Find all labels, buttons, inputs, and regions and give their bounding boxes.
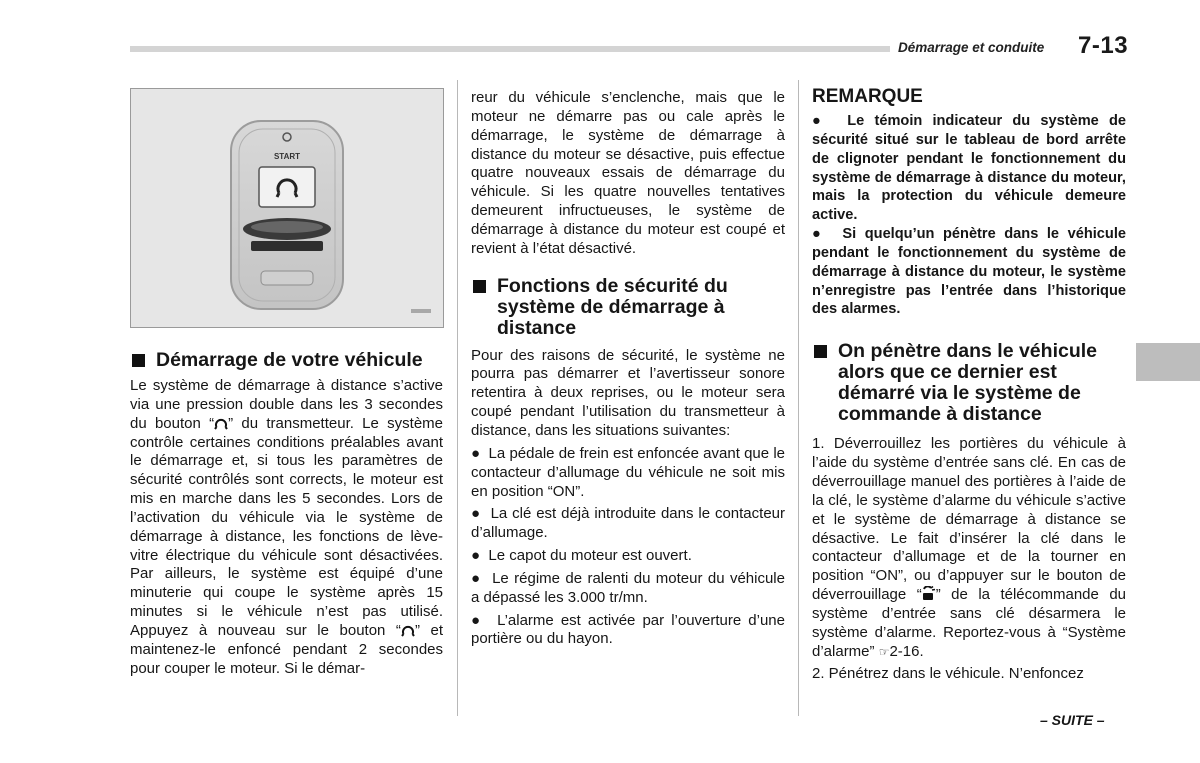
section-title: Démarrage et conduite [898, 40, 1045, 55]
list-item-text: L’alarme est activée par l’ouverture d’une portière ou du hayon. [471, 611, 785, 648]
remote-start-button-figure [130, 88, 444, 328]
note-text: Si quelqu’un pénètre dans le véhicule pendant le fonctionnement du système de démarrage à distance du moteur, le système n’enregistre pas l’entrée dans l’historique des alarmes. [812, 226, 1126, 318]
text-run: ” du transmetteur. Le système contrôle certaines conditions préalables avant le démarrage et, si tous les paramètres de sécurité contrôlés sont corrects, le moteur est mis en marche dans les 5 secondes. Lors de l’activation du véhicule via le système de démarrage à distance, les fonctions de lève-vitre électrique du véhicule sont désactivées. Par ailleurs, le système est équipé d’une minuterie qui coupe le système après 15 minutes si le véhicule n’est pas utilisé. Appuyez à nouveau sur le bouton “ [130, 414, 443, 639]
heading-security-functions [471, 276, 785, 339]
header-rule [130, 46, 890, 52]
list-item-text: La pédale de frein est enfoncée avant que le contacteur d’allumage du véhicule ne soit mis en position “ON”. [471, 444, 785, 500]
continued-paragraph: reur du véhicule s’enclenche, mais que le moteur ne démarre pas ou cale après le démarrage, le système de démarrage à distance du moteur se désactive, puis effectue quatre nouveaux essais de démarrage du véhicule. Si les quatre nouvelles tentatives demeurent infructueuses, le système de démarrage à distance du moteur est coupé et revient à l’état désactivé. [471, 89, 785, 257]
text-run: 1. Déverrouillez les portières du véhicule à l’aide du système d’entrée sans clé. En cas de déverrouillage manuel des portières à l’aide de la clé, le système d’alarme du véhicule s’active et le système de démarrage à distance se désactive. Le fait d’insérer la clé dans le contacteur d’allumage et de la tourner en position “ON”, ou d’appuyer sur le bouton de déverrouillage “ [812, 435, 1126, 604]
section-square-icon [473, 280, 486, 293]
section-square-icon [132, 354, 145, 367]
heading-start-vehicle [130, 350, 443, 371]
start-paragraph [130, 377, 443, 679]
step-2: 2. Pénétrez dans le véhicule. N’enfoncez [812, 665, 1084, 683]
column-right [812, 86, 1126, 684]
remarque-title: REMARQUE [812, 86, 923, 107]
reference-icon: ☞ [878, 644, 890, 659]
heading-entering-vehicle [812, 341, 1126, 425]
list-item: ● Le régime de ralenti du moteur du véhicule a dépassé les 3.000 tr/mn. [471, 569, 785, 606]
list-item-text: Le capot du moteur est ouvert. [488, 547, 692, 565]
list-item-text: La clé est déjà introduite dans le contacteur d’allumage. [471, 505, 785, 542]
list-item-text: Le régime de ralenti du moteur du véhicule a dépassé les 3.000 tr/mn. [471, 569, 785, 606]
continue-marker: – SUITE – [1040, 712, 1105, 728]
remote-start-icon [401, 623, 415, 637]
note-item: ● Le témoin indicateur du système de sécurité situé sur le tableau de bord arrête de clignoter pendant le fonctionnement du système de démarrage à distance du moteur, mais la protection du véhicule demeure active. [812, 113, 1126, 224]
unlock-icon [922, 586, 936, 601]
section-square-icon [814, 345, 827, 358]
heading-text: Fonctions de sécurité du système de démarrage à distance [497, 274, 728, 339]
column-left [130, 350, 443, 679]
column-divider-left [457, 80, 458, 716]
page-number: 7-13 [1078, 32, 1129, 59]
security-intro: Pour des raisons de sécurité, le système ne pourra pas démarrer et l’avertisseur sonore retentira à deux reprises, ou le moteur sera coupé pendant l’utilisation du transmetteur à distance, dans les situations suivantes: [471, 346, 785, 439]
text-run: ” et maintenez-le enfoncé pendant 2 secondes pour couper le moteur. Si le démar- [130, 621, 443, 677]
list-item: ● Le capot du moteur est ouvert. [471, 547, 692, 565]
list-item: ● La pédale de frein est enfoncée avant que le contacteur d’allumage du véhicule ne soit mis en position “ON”. [471, 444, 785, 500]
chapter-tab [1136, 343, 1200, 381]
list-item: ● L’alarme est activée par l’ouverture d’une portière ou du hayon. [471, 611, 785, 648]
list-item: ● La clé est déjà introduite dans le contacteur d’allumage. [471, 505, 785, 542]
remote-start-illustration [131, 89, 443, 327]
text-run: Le système de démarrage à distance s’active via une pression double dans les 3 secondes du bouton “ [130, 377, 443, 432]
heading-text: On pénètre dans le véhicule alors que ce dernier est démarré via le système de commande à distance [838, 340, 1098, 426]
text-run: ” de la télécommande du système d’entrée sans clé désarmera le système d’alarme. Reportez-vous à “Système d’alarme” [812, 586, 1126, 660]
page-reference[interactable]: 2-16. [889, 642, 924, 660]
column-middle [471, 89, 785, 649]
step-1 [812, 435, 1126, 661]
start-label: START [273, 152, 301, 161]
note-text: Le témoin indicateur du système de sécurité situé sur le tableau de bord arrête de clignoter pendant le fonctionnement du système de démarrage à distance du moteur, mais la protection du véhicule demeure active. [812, 113, 1126, 224]
heading-text: Démarrage de votre véhicule [156, 349, 423, 371]
remote-start-icon [214, 416, 228, 430]
column-divider-right [798, 80, 799, 716]
note-item: ● Si quelqu’un pénètre dans le véhicule pendant le fonctionnement du système de démarrage à distance du moteur, le système n’enregistre pas l’entrée dans l’historique des alarmes. [812, 226, 1126, 318]
